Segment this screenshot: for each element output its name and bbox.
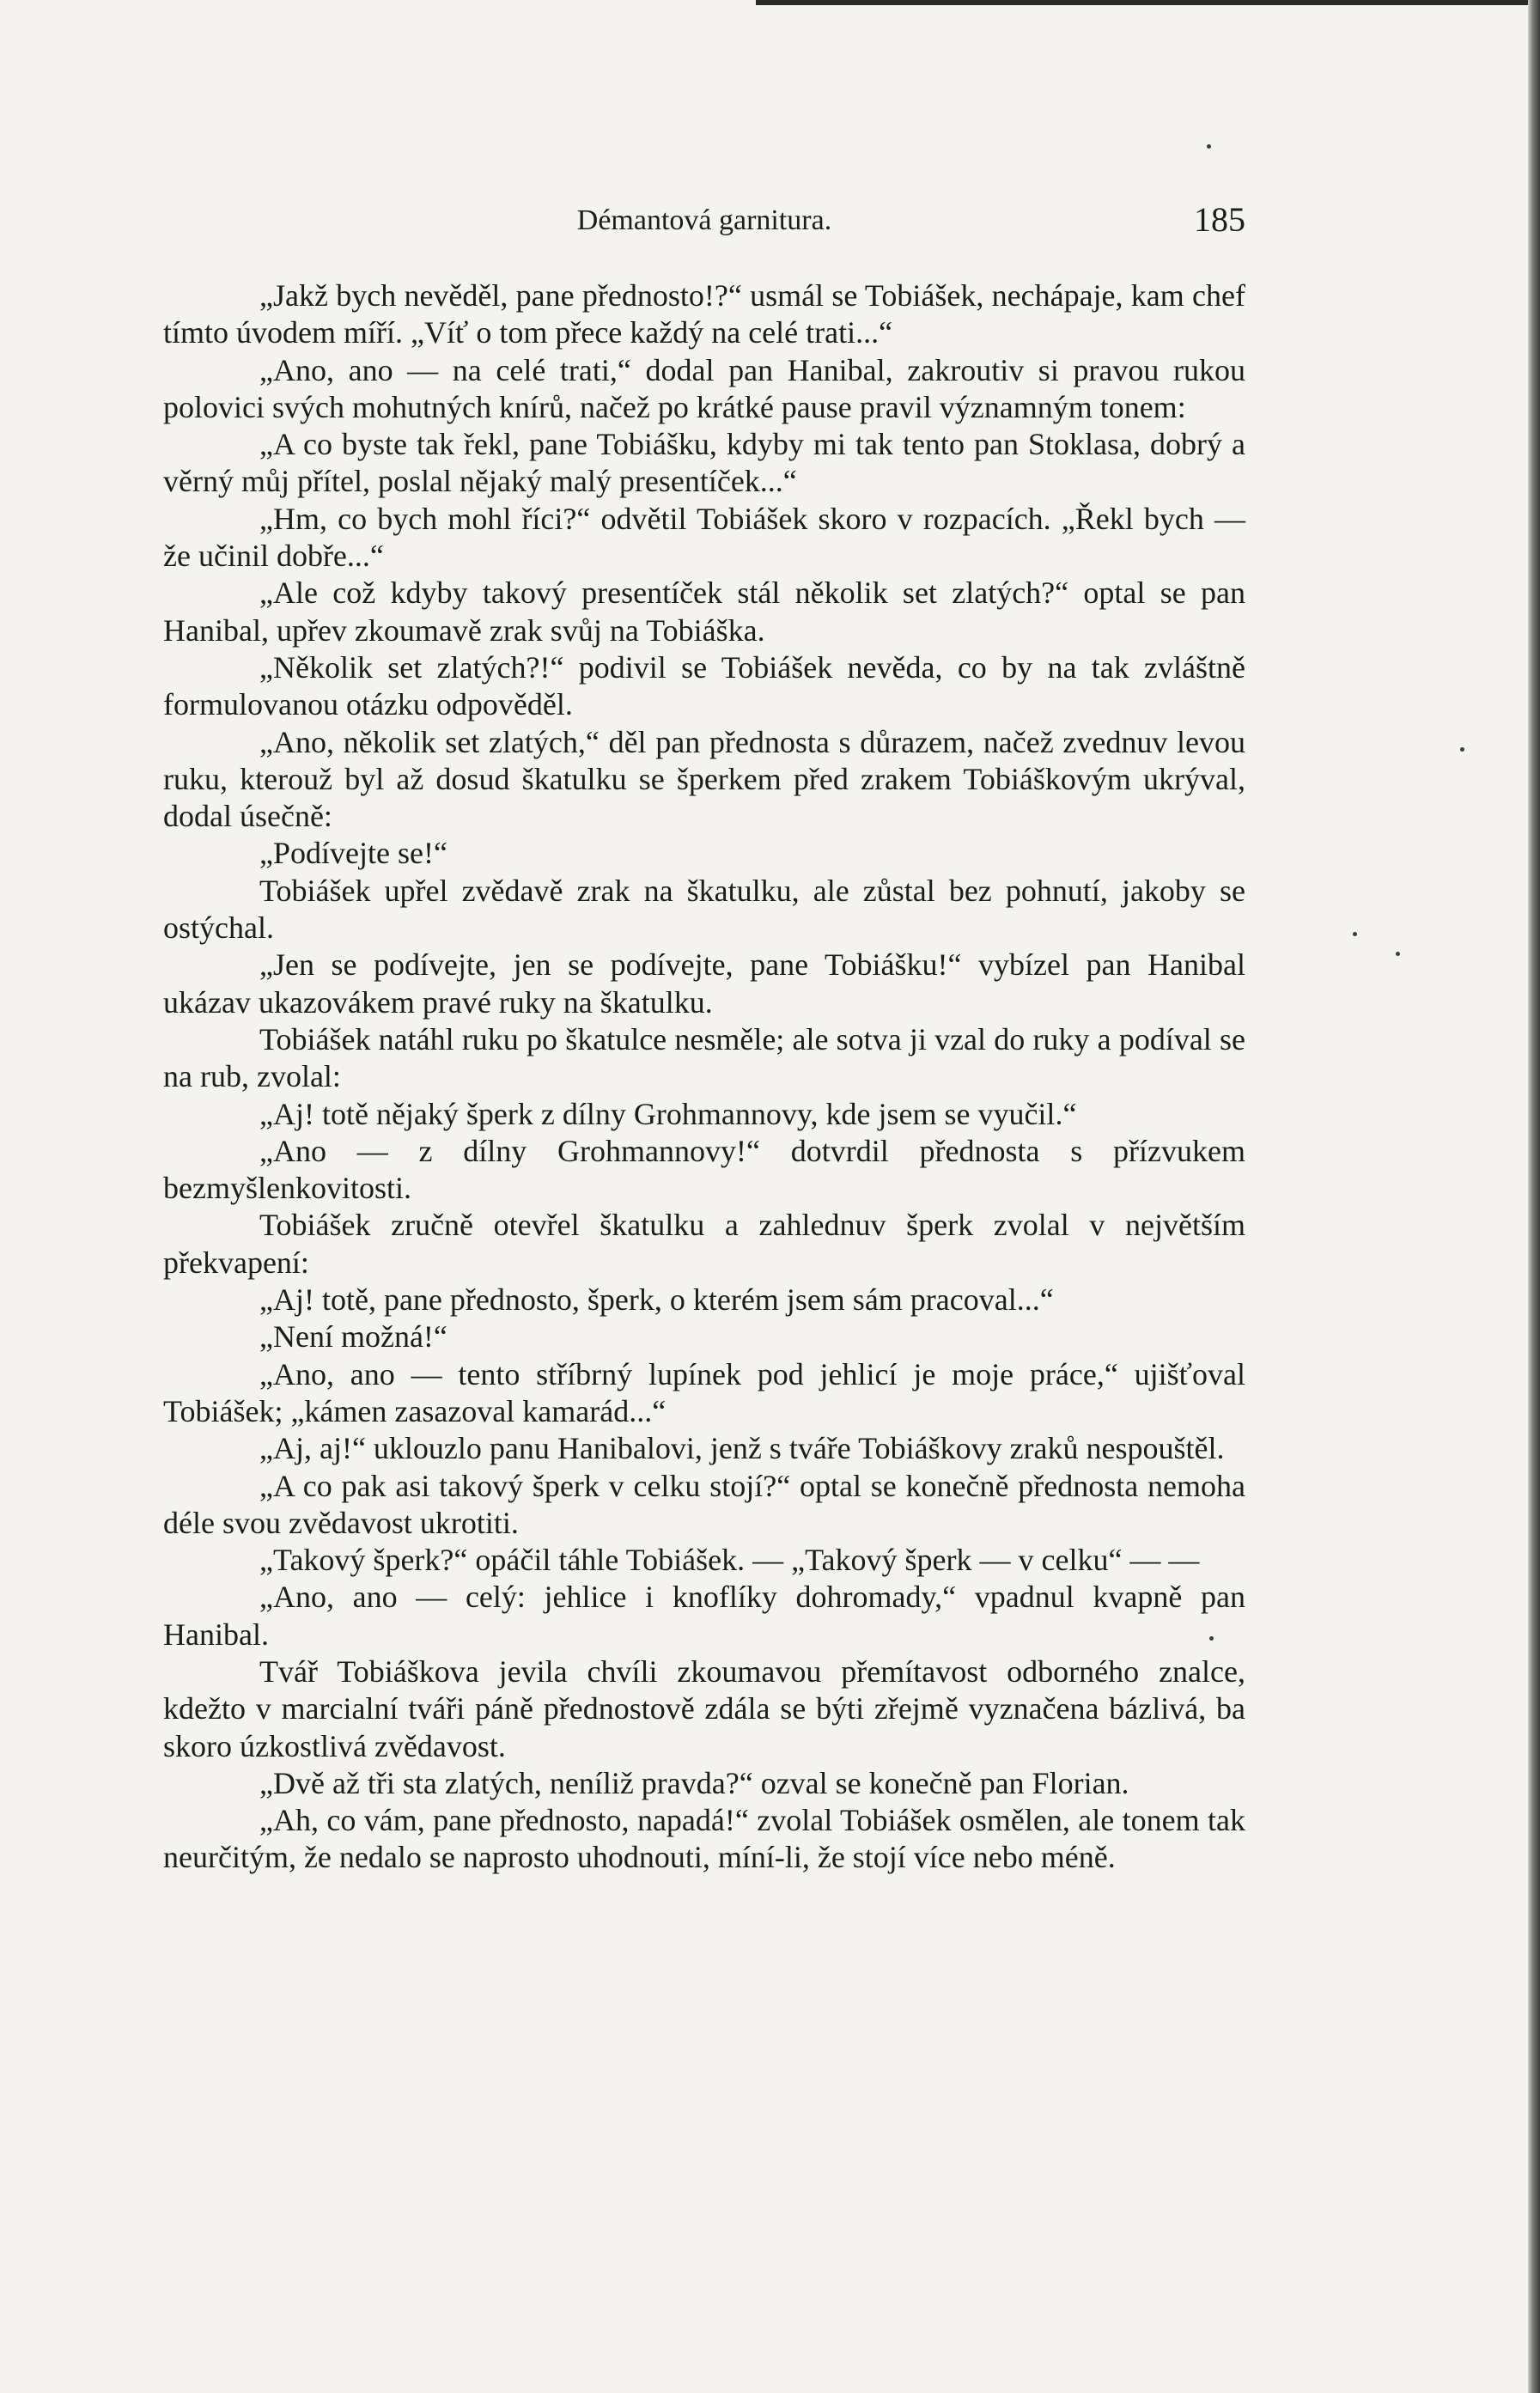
paragraph: „Dvě až tři sta zlatých, neníliž pravda?“ ozval se konečně pan Florian. xyxy=(259,1765,1129,1800)
paragraph: „Jen se podívejte, jen se podívejte, pane Tobiášku!“ vybízel pan Hanibal ukázav ukazovákem pravé ruky na škatulku. xyxy=(163,947,1245,1020)
page-number: 185 xyxy=(1194,200,1245,239)
paragraph: Tvář Tobiáškova jevila chvíli zkoumavou přemítavost odborného znalce, kdežto v marcialní tváři páně přednostově zdála se býti zřejmě vyznačena bázlivá, ba skoro úzkostlivá zvědavost. xyxy=(163,1653,1245,1763)
scan-speck xyxy=(1396,952,1400,956)
paragraph: „Není možná!“ xyxy=(259,1319,447,1355)
running-head: Démantová garnitura. xyxy=(576,204,832,236)
paragraph: „Jakž bych nevěděl, pane přednosto!?“ usmál se Tobiášek, nechápaje, kam chef tímto úvodem míří. „Víť o tom přece každý na celé trati...“ xyxy=(163,278,1245,350)
paragraph: „Aj, aj!“ uklouzlo panu Hanibalovi, jenž s tváře Tobiáškovy zraků nespouštěl. xyxy=(259,1431,1225,1466)
paragraph: „A co pak asi takový šperk v celku stojí?“ optal se konečně přednosta nemoha déle svou zvědavost ukrotiti. xyxy=(163,1468,1245,1540)
paragraph: „Hm, co bych mohl říci?“ odvětil Tobiášek skoro v rozpacích. „Řekl bych — že učinil dobře...“ xyxy=(163,501,1245,574)
paragraph: „Ah, co vám, pane přednosto, napadá!“ zvolal Tobiášek osmělen, ale tonem tak neurčitým, že nedalo se naprosto uhodnouti, míní-li, že stojí více nebo méně. xyxy=(163,1803,1245,1875)
paragraph: „Aj! totě nějaký šperk z dílny Grohmannovy, kde jsem se vyučil.“ xyxy=(259,1096,1077,1131)
paragraph: „Aj! totě, pane přednosto, šperk, o kterém jsem sám pracoval...“ xyxy=(259,1282,1054,1318)
scan-speck xyxy=(1207,144,1211,149)
paragraph: „Ale což kdyby takový presentíček stál několik set zlatých?“ optal se pan Hanibal, upřev zkoumavě zrak svůj na Tobiáška. xyxy=(163,575,1245,648)
paragraph: „Ano, několik set zlatých,“ děl pan přednosta s důrazem, načež zvednuv levou ruku, kterouž byl až dosud škatulku se šperkem před zrakem Tobiáškovým ukrýval, dodal úsečně: xyxy=(163,724,1245,834)
paragraph: Tobiášek upřel zvědavě zrak na škatulku, ale zůstal bez pohnutí, jakoby se ostýchal. xyxy=(163,873,1245,946)
body-text xyxy=(163,277,1245,1877)
paragraph: „Ano, ano — celý: jehlice i knoflíky dohromady,“ vpadnul kvapně pan Hanibal. xyxy=(163,1580,1245,1652)
paragraph: Tobiášek zručně otevřel škatulku a zahlednuv šperk zvolal v největším překvapení: xyxy=(163,1208,1245,1280)
paragraph: „Podívejte se!“ xyxy=(259,836,447,871)
scan-speck xyxy=(1353,932,1357,936)
top-edge-shadow xyxy=(756,0,1540,5)
paragraph: Tobiášek natáhl ruku po škatulce nesměle; ale sotva ji vzal do ruky a podíval se na rub, zvolal: xyxy=(163,1021,1245,1094)
page-edge-shadow xyxy=(1528,0,1540,2393)
paragraph: „Několik set zlatých?!“ podivil se Tobiášek nevěda, co by na tak zvláštně formulovanou otázku odpověděl. xyxy=(163,649,1245,722)
paragraph: „A co byste tak řekl, pane Tobiášku, kdyby mi tak tento pan Stoklasa, dobrý a věrný můj přítel, poslal nějaký malý presentíček...“ xyxy=(163,427,1245,499)
paragraph: „Ano — z dílny Grohmannovy!“ dotvrdil přednosta s přízvukem bezmyšlenkovitosti. xyxy=(163,1133,1245,1206)
scan-speck xyxy=(1460,747,1464,752)
paragraph: „Ano, ano — na celé trati,“ dodal pan Hanibal, zakroutiv si pravou rukou polovici svých mohutných knírů, načež po krátké pause pravil významným tonem: xyxy=(163,352,1245,424)
page-header xyxy=(163,199,1245,251)
paragraph: „Takový šperk?“ opáčil táhle Tobiášek. — „Takový šperk — v celku“ — — xyxy=(259,1543,1200,1578)
paragraph: „Ano, ano — tento stříbrný lupínek pod jehlicí je moje práce,“ ujišťoval Tobiášek; „kámen zasazoval kamarád...“ xyxy=(163,1356,1245,1428)
